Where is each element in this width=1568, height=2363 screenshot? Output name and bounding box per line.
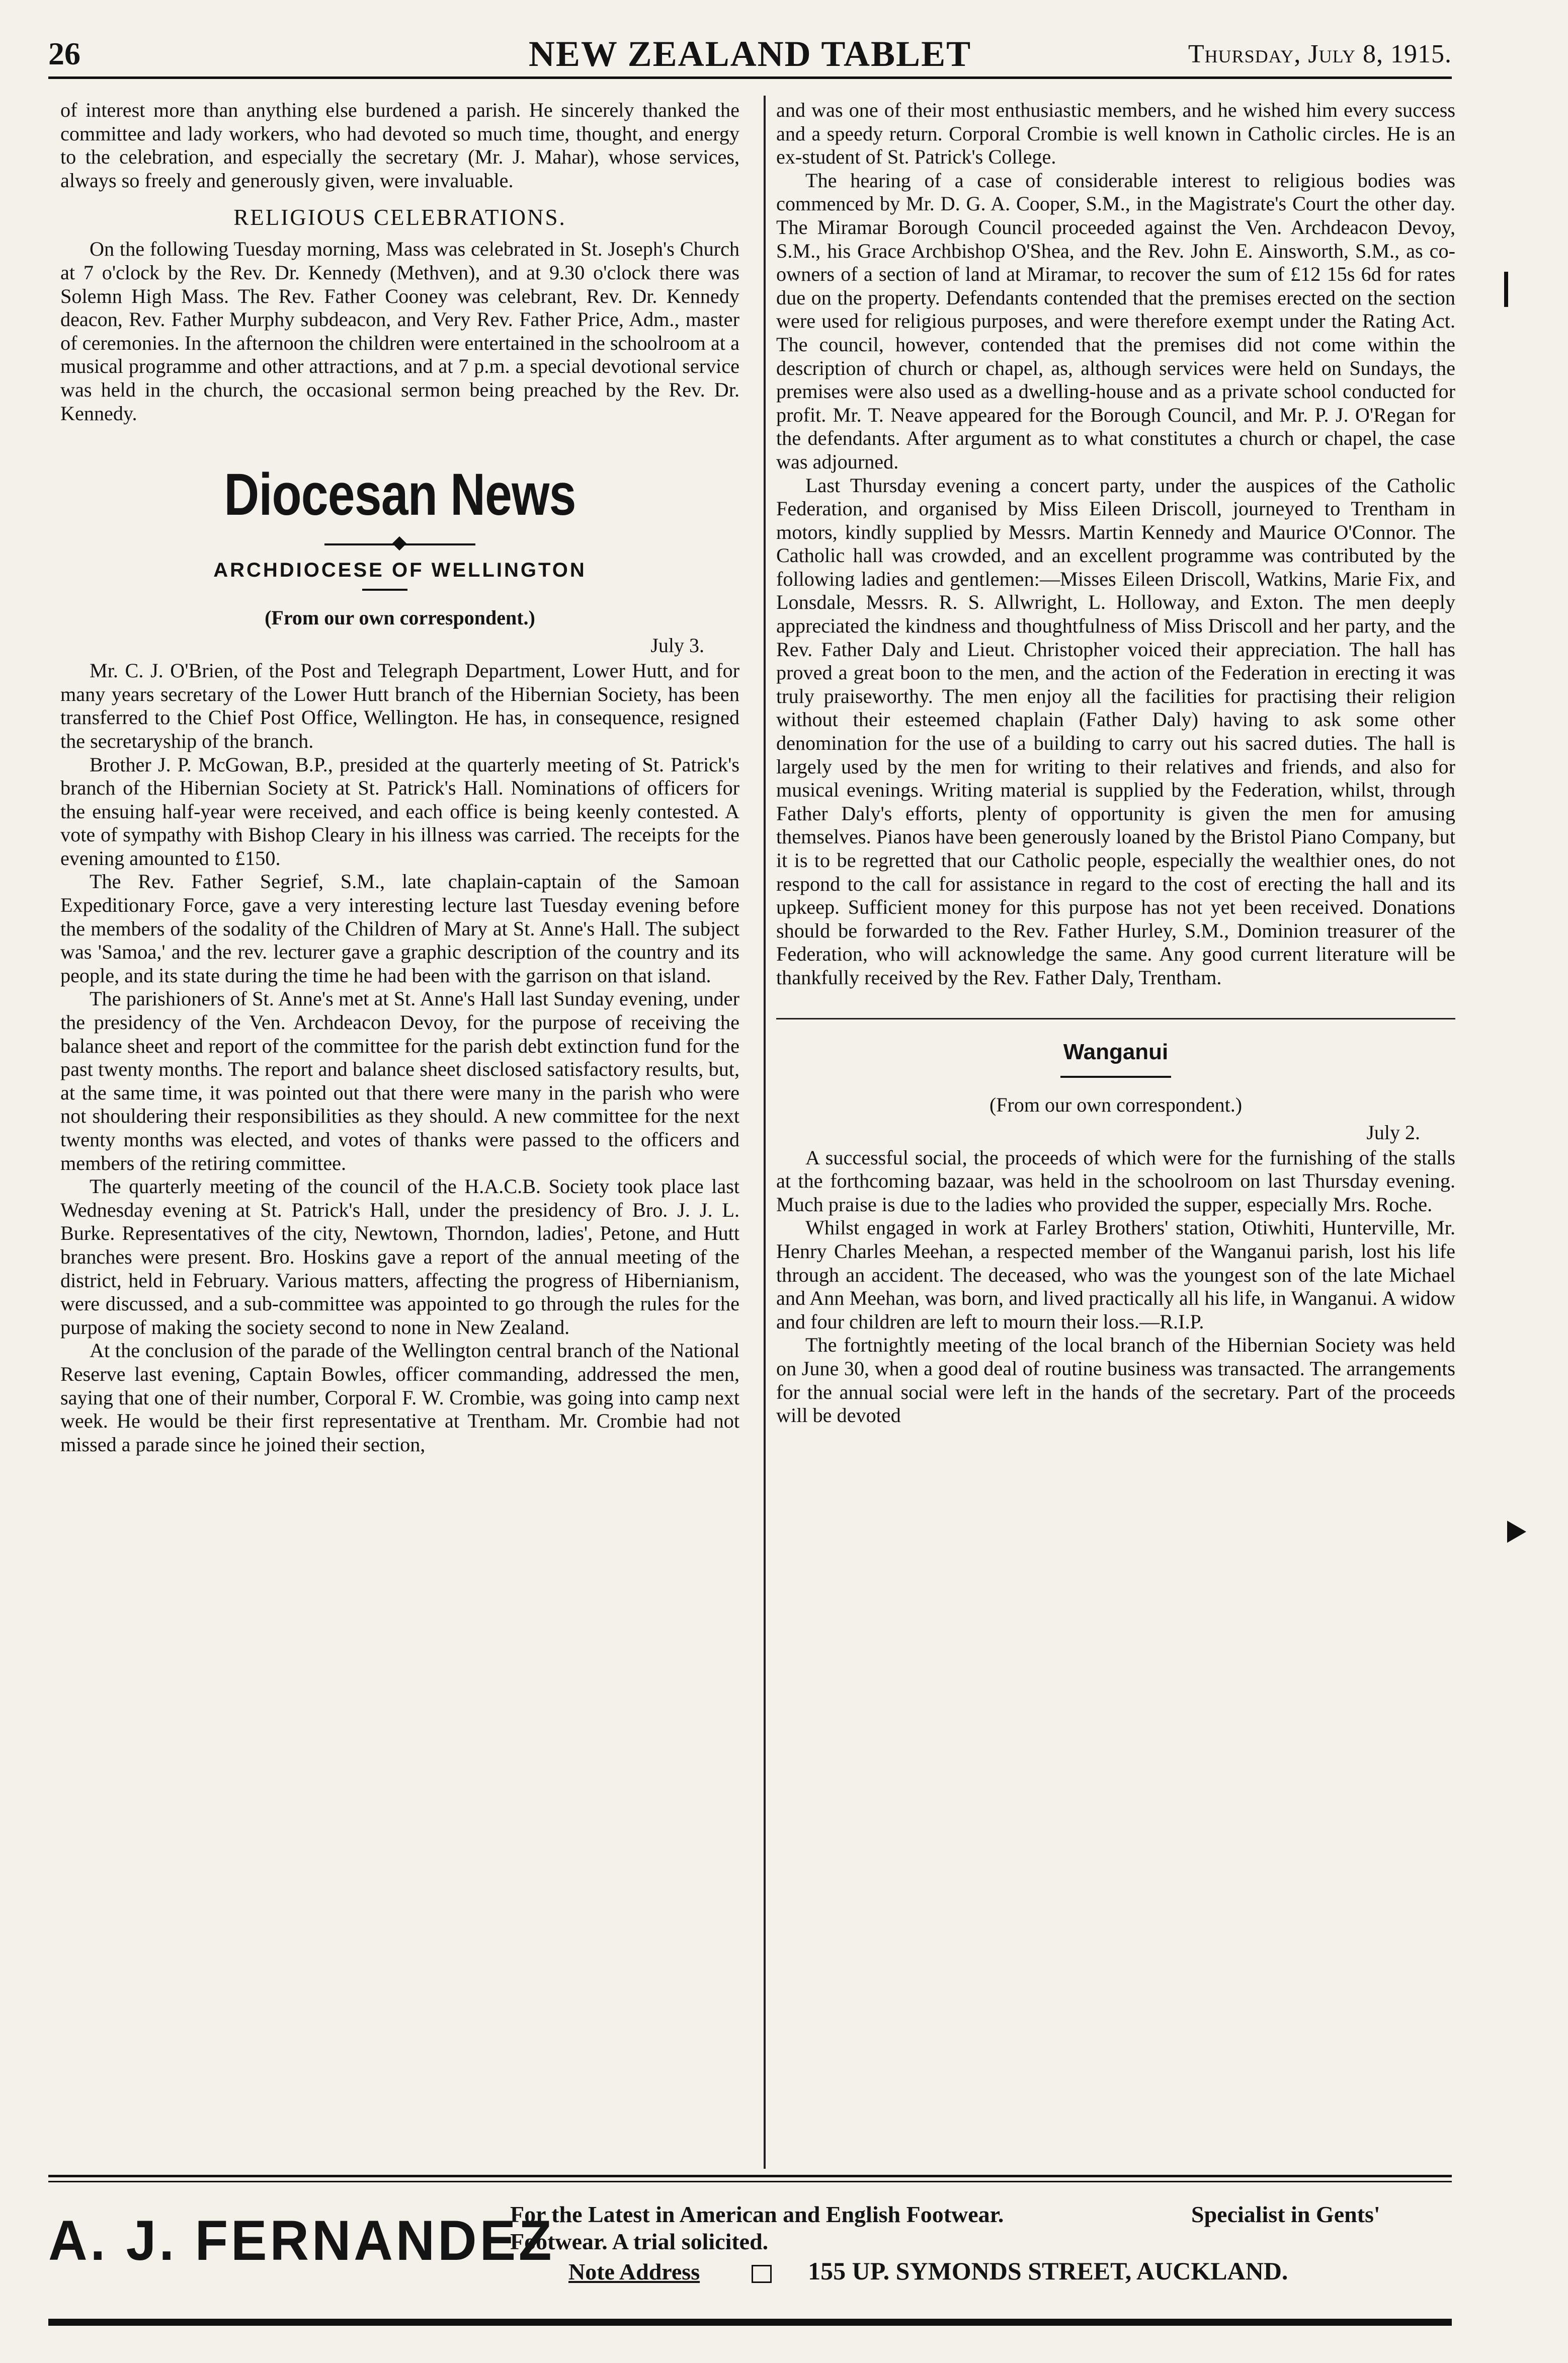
article-paragraph: The Rev. Father Segrief, S.M., late chaplain-captain of the Samoan Expeditionary Force, gave a very interesting lecture last Tuesday evening before the members of the sodality of the Children of Mary at St. Anne's Hall. The subject was 'Samoa,' and the rev. lecturer gave a graphic description of the country and its people, and its state during the time he had been with the garrison on that island.: [60, 870, 739, 987]
section-divider: [776, 1018, 1455, 1019]
publication-title: NEW ZEALAND TABLET: [528, 34, 972, 74]
ad-address: 155 UP. SYMONDS STREET, AUCKLAND.: [808, 2257, 1288, 2285]
short-divider: [362, 589, 407, 591]
article-paragraph: At the conclusion of the parade of the Wellington central branch of the National Reserve last evening, Captain Bowles, officer commanding, addressed the men, saying that one of their number, Corporal F. W. Crombie, was going into camp next week. He would be their first representative at Trentham. Mr. Crombie had not missed a parade since he joined their section,: [60, 1339, 739, 1456]
article-paragraph: Brother J. P. McGowan, B.P., presided at the quarterly meeting of St. Patrick's branch of the Hibernian Society at St. Patrick's Hall. Nominations of officers for the ensuing half-year were received, and each office is being keenly contested. A vote of sympathy with Bishop Cleary in his illness was carried. The receipts for the evening amounted to £150.: [60, 753, 739, 870]
correspondent-line: (From our own correspondent.): [265, 606, 535, 629]
note-address-label: Note Address: [568, 2259, 700, 2285]
article-paragraph: The parishioners of St. Anne's met at St. Anne's Hall last Sunday evening, under the presidency of the Ven. Archdeacon Devoy, for the purpose of receiving the balance sheet and report of the committee for the parish debt extinction fund for the past twenty months. The report and balance sheet disclosed satisfactory results, but, at the same time, it was pointed out that there were many in the parish who were not shouldering their responsibilities as they should. A new committee for the next twenty months was elected, and votes of thanks were passed to the officers and members of the retiring committee.: [60, 987, 739, 1174]
ornamental-rule: [324, 538, 475, 551]
diocesan-news-title: Diocesan News: [224, 461, 576, 528]
ad-address-line: [568, 2256, 1288, 2286]
article-paragraph: A successful social, the proceeds of which were for the furnishing of the stalls at the forthcoming bazaar, was held in the schoolroom on last Thursday evening. Much praise is due to the ladies who provided the supper, especially Mrs. Roche.: [776, 1146, 1455, 1216]
article-paragraph: The quarterly meeting of the council of the H.A.C.B. Society took place last Wednesday evening at St. Patrick's Hall, under the presidency of Bro. J. J. L. Burke. Representatives of the city, Newtown, Thorndon, ladies', Petone, and Hutt branches were present. Bro. Hoskins gave a report of the annual meeting of the district, held in February. Various matters, affecting the progress of Hibernianism, were discussed, and a sub-committee was appointed to go through the rules for the purpose of making the society second to none in New Zealand.: [60, 1175, 739, 1338]
right-column: [776, 99, 1455, 2164]
archdiocese-heading: ARCHDIOCESE OF WELLINGTON: [213, 559, 587, 582]
religious-celebrations-heading: RELIGIOUS CELEBRATIONS.: [233, 205, 566, 230]
dateline: July 3.: [650, 634, 704, 657]
advertiser-name: A. J. FERNANDEZ: [48, 2209, 555, 2272]
religious-paragraph: On the following Tuesday morning, Mass was celebrated in St. Joseph's Church at 7 o'clock by the Rev. Dr. Kennedy (Methven), and at 9.30 o'clock there was Solemn High Mass. The Rev. Father Cooney was celebrant, Rev. Dr. Kennedy deacon, Rev. Father Murphy subdeacon, and Very Rev. Father Price, Adm., master of ceremonies. In the afternoon the children were entertained in the schoolroom at a musical programme and other attractions, and at 7 p.m. a special devotional service was held in the church, the occasional sermon being preached by the Rev. Dr. Kennedy.: [60, 238, 739, 425]
article-paragraph: Whilst engaged in work at Farley Brothers' station, Otiwhiti, Hunterville, Mr. Henry Charles Meehan, a respected member of the Wanganui parish, lost his life through an accident. The deceased, who was the youngest son of the late Michael and Ann Meehan, was born, and lived practically all his life, in Wanganui. A widow and four children are left to mourn their loss.—R.I.P.: [776, 1216, 1455, 1333]
short-divider: [1060, 1076, 1171, 1078]
ad-specialist: Specialist in Gents': [1191, 2201, 1380, 2227]
issue-date: Thursday, July 8, 1915.: [1188, 40, 1452, 68]
column-divider: [764, 96, 766, 2169]
ad-line-1: For the Latest in American and English Footwear.: [510, 2201, 1004, 2227]
wanganui-heading: Wanganui: [1063, 1039, 1169, 1064]
correspondent-line: (From our own correspondent.): [989, 1093, 1243, 1116]
ad-copy: [510, 2201, 1004, 2255]
footer-advertisement: [48, 2175, 1452, 2326]
pointing-hand-icon: [752, 2265, 772, 2283]
article-paragraph: The hearing of a case of considerable interest to religious bodies was commenced by Mr. D. G. A. Cooper, S.M., in the Magistrate's Court the other day. The Miramar Borough Council proceeded against the Ven. Archdeacon Devoy, S.M., his Grace Archbishop O'Shea, and the Rev. John E. Ainsworth, S.M., as co-owners of a section of land at Miramar, to recover the sum of £12 15s 6d for rates due on the property. Defendants contended that the premises erected on the section were used for religious purposes, and were therefore exempt under the Rating Act. The council, however, contended that the premises did not come within the description of church or chapel, as, although services were held on Sundays, the premises were also used as a dwelling-house and as a private school conducted for profit. Mr. T. Neave appeared for the Borough Council, and Mr. P. J. O'Regan for the defendants. After argument as to what constitutes a church or chapel, the case was adjourned.: [776, 169, 1455, 473]
page-number: 26: [48, 36, 80, 71]
pointer-mark-icon: [1507, 1521, 1526, 1543]
ad-line-2: Footwear. A trial solicited.: [510, 2229, 769, 2254]
article-paragraph: Mr. C. J. O'Brien, of the Post and Telegraph Department, Lower Hutt, and for many years secretary of the Lower Hutt branch of the Hibernian Society, has been transferred to the Chief Post Office, Wellington. He has, in consequence, resigned the secretaryship of the branch.: [60, 659, 739, 752]
left-column: [60, 99, 739, 2164]
intro-paragraph: of interest more than anything else burdened a parish. He sincerely thanked the committee and lady workers, who had devoted so much time, thought, and energy to the celebration, and especially the secretary (Mr. J. Mahar), whose services, always so freely and generously given, were invaluable.: [60, 99, 739, 192]
page-header: [48, 30, 1452, 79]
article-paragraph: The fortnightly meeting of the local branch of the Hibernian Society was held on June 30, when a good deal of routine business was transacted. The arrangements for the annual social were left in the hands of the secretary. Part of the proceeds will be devoted: [776, 1333, 1455, 1427]
article-paragraph: Last Thursday evening a concert party, under the auspices of the Catholic Federation, and organised by Miss Eileen Driscoll, journeyed to Trentham in motors, kindly supplied by Messrs. Martin Kennedy and Maurice O'Connor. The Catholic hall was crowded, and an excellent programme was contributed by the following ladies and gentlemen:—Misses Eileen Driscoll, Watkins, Marie Fix, and Lonsdale, Messrs. R. S. Allwright, L. Holloway, and Exton. The men deeply appreciated the kindness and thoughtfulness of Miss Driscoll and her party, and the Rev. Father Daly and Lieut. Christopher voiced their appreciation. The hall has proved a great boon to the men, and the action of the Federation in erecting it was truly praiseworthy. The men enjoy all the facilities for practising their religion without their esteemed chaplain (Father Daly) having to ask some other denomination for the use of a building to carry out his sacred duties. The hall is largely used by the men for writing to their relatives and friends, and also for musical evenings. Writing material is supplied by the Federation, whilst, through Father Daly's efforts, plenty of opportunity is given the men for amusing themselves. Pianos have been generously loaned by the Bristol Piano Company, but it is to be regretted that our Catholic people, especially the wealthier ones, do not respond to the call for assistance in regard to the cost of erecting the hall and its upkeep. Sufficient money for this purpose has not yet been received. Donations should be forwarded to the Rev. Father Hurley, S.M., Dominion treasurer of the Federation, who will acknowledge the same. Any good current literature will be thankfully received by the Rev. Father Daly, Trentham.: [776, 474, 1455, 989]
dateline: July 2.: [1366, 1121, 1420, 1144]
article-paragraph: and was one of their most enthusiastic members, and he wished him every success and a speedy return. Corporal Crombie is well known in Catholic circles. He is an ex-student of St. Patrick's College.: [776, 99, 1455, 169]
margin-mark-icon: [1504, 272, 1508, 307]
